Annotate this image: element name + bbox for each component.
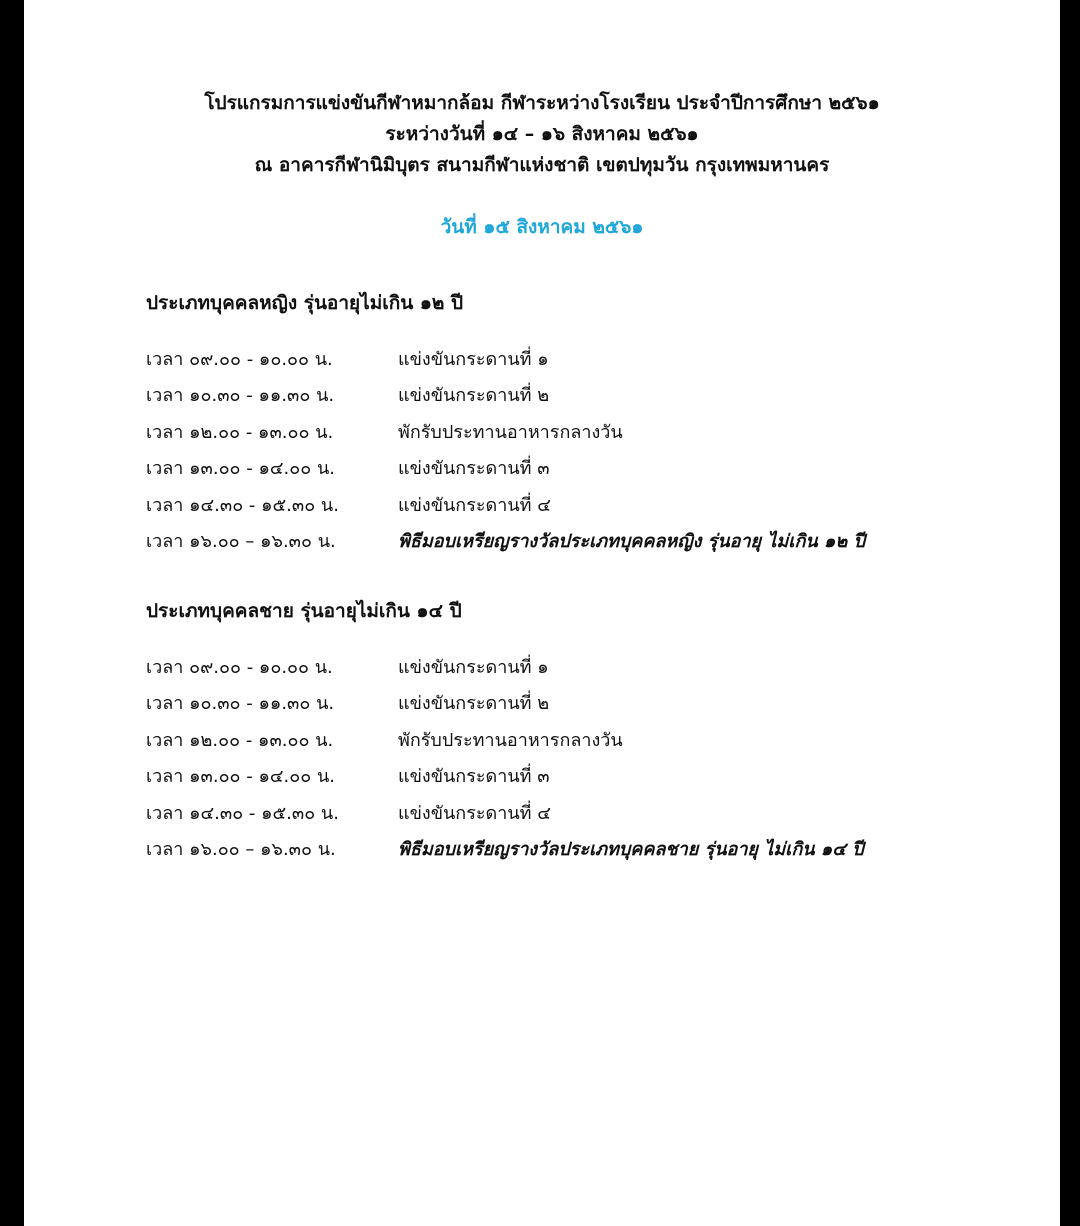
row-activity: แข่งขันกระดานที่ ๔ (398, 494, 551, 516)
row-activity: แข่งขันกระดานที่ ๒ (398, 385, 550, 407)
row-activity: แข่งขันกระดานที่ ๑ (398, 349, 549, 370)
schedule-list (146, 652, 1026, 870)
row-time: เวลา ๐๙.๐๐ - ๑๐.๐๐ น. (146, 657, 333, 678)
section-girls-u12 (146, 288, 1026, 562)
row-time: เวลา ๑๖.๐๐ – ๑๖.๓๐ น. (146, 838, 336, 860)
row-activity: แข่งขันกระดานที่ ๓ (398, 458, 550, 480)
row-time: เวลา ๑๒.๐๐ - ๑๓.๐๐ น. (146, 729, 334, 751)
header-venue: ณ อาคารกีฬานิมิบุตร สนามกีฬาแห่งชาติ เขตปทุมวัน กรุงเทพมหานคร (254, 154, 830, 176)
row-activity: แข่งขันกระดานที่ ๓ (398, 766, 550, 788)
schedule-row (146, 380, 1026, 416)
row-time: เวลา ๐๙.๐๐ - ๑๐.๐๐ น. (146, 349, 333, 370)
row-activity: แข่งขันกระดานที่ ๔ (398, 802, 551, 824)
row-time: เวลา ๑๔.๓๐ - ๑๕.๓๐ น. (146, 802, 339, 824)
row-activity: พิธีมอบเหรียญรางวัลประเภทบุคคลชาย รุ่นอายุ ไม่เกิน ๑๔ ปี (398, 838, 864, 860)
schedule-row (146, 344, 1026, 380)
row-time: เวลา ๑๓.๐๐ - ๑๔.๐๐ น. (146, 458, 335, 480)
row-time: เวลา ๑๖.๐๐ – ๑๖.๓๐ น. (146, 530, 336, 552)
row-time: เวลา ๑๔.๓๐ - ๑๕.๓๐ น. (146, 494, 339, 516)
header-title: โปรแกรมการแข่งขันกีฬาหมากล้อม กีฬาระหว่างโรงเรียน ประจำปีการศึกษา ๒๕๖๑ (204, 92, 880, 114)
row-time: เวลา ๑๓.๐๐ - ๑๔.๐๐ น. (146, 766, 335, 788)
section-title: ประเภทบุคคลชาย รุ่นอายุไม่เกิน ๑๔ ปี (146, 600, 462, 622)
row-activity: แข่งขันกระดานที่ ๑ (398, 657, 549, 678)
schedule-row (146, 490, 1026, 526)
schedule-row (146, 688, 1026, 724)
schedule-row (146, 725, 1026, 761)
row-time: เวลา ๑๐.๓๐ - ๑๑.๓๐ น. (146, 385, 335, 407)
row-activity: พักรับประทานอาหารกลางวัน (398, 421, 623, 443)
header-dates: ระหว่างวันที่ ๑๔ – ๑๖ สิงหาคม ๒๕๖๑ (385, 123, 699, 145)
row-activity: พักรับประทานอาหารกลางวัน (398, 729, 623, 751)
schedule-date: วันที่ ๑๕ สิงหาคม ๒๕๖๑ (440, 216, 644, 238)
schedule-row-ceremony (146, 526, 1026, 562)
row-activity: พิธีมอบเหรียญรางวัลประเภทบุคคลหญิง รุ่นอายุ ไม่เกิน ๑๒ ปี (398, 530, 865, 552)
document-page (24, 0, 1060, 1226)
schedule-row (146, 453, 1026, 489)
section-title: ประเภทบุคคลหญิง รุ่นอายุไม่เกิน ๑๒ ปี (146, 292, 464, 314)
row-activity: แข่งขันกระดานที่ ๒ (398, 693, 550, 715)
schedule-row (146, 417, 1026, 453)
schedule-row-ceremony (146, 834, 1026, 870)
row-time: เวลา ๑๒.๐๐ - ๑๓.๐๐ น. (146, 421, 334, 443)
row-time: เวลา ๑๐.๓๐ - ๑๑.๓๐ น. (146, 693, 335, 715)
schedule-row (146, 761, 1026, 797)
section-boys-u14 (146, 596, 1026, 870)
schedule-row (146, 798, 1026, 834)
schedule-list (146, 344, 1026, 562)
document-header (24, 88, 1060, 181)
schedule-row (146, 652, 1026, 688)
